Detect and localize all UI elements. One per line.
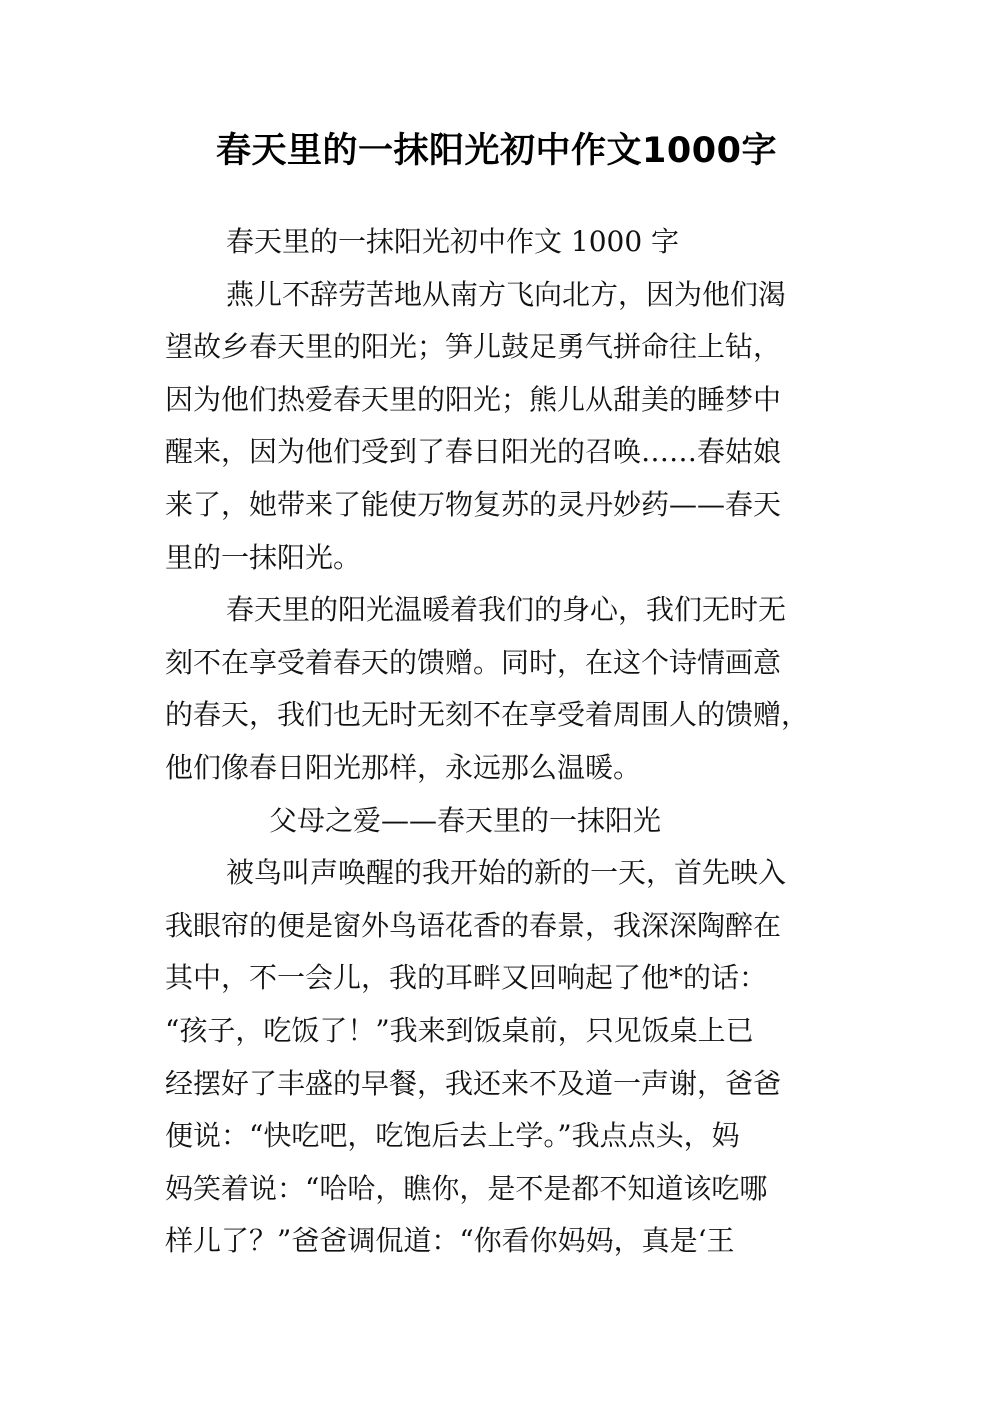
text-line: 望故乡春天里的阳光；笋儿鼓足勇气拼命往上钻， <box>165 330 782 364</box>
section-subtitle: 父母之爱——春天里的一抹阳光 <box>269 803 662 837</box>
text-line: 春天里的一抹阳光初中作文 1000 字 <box>226 225 680 258</box>
text-line: 来了，她带来了能使万物复苏的灵丹妙药——春天 <box>165 487 782 521</box>
text-line: 燕儿不辞劳苦地从南方飞向北方，因为他们渴 <box>226 277 787 311</box>
text-line: 经摆好了丰盛的早餐，我还来不及道一声谢，爸爸 <box>165 1066 782 1100</box>
text-line: 我眼帘的便是窗外鸟语花香的春景，我深深陶醉在 <box>165 908 782 942</box>
document-body <box>165 216 833 1268</box>
text-line: 妈笑着说：“哈哈，瞧你，是不是都不知道该吃哪 <box>165 1171 768 1205</box>
text-line: “孩子，吃饭了！”我来到饭桌前，只见饭桌上已 <box>165 1013 754 1047</box>
text-line: 春天里的阳光温暖着我们的身心，我们无时无 <box>226 593 787 627</box>
text-line: 其中，不一会儿，我的耳畔又回响起了他*的话： <box>165 961 768 995</box>
document-title: 春天里的一抹阳光初中作文1000字 <box>216 131 777 171</box>
text-line: 刻不在享受着春天的馈赠。同时，在这个诗情画意 <box>165 645 782 679</box>
text-line: 因为他们热爱春天里的阳光；熊儿从甜美的睡梦中 <box>165 382 782 416</box>
text-line: 样儿了？”爸爸调侃道：“你看你妈妈，真是‘王 <box>165 1224 735 1258</box>
text-line: 便说：“快吃吧，吃饱后去上学。”我点点头，妈 <box>165 1119 740 1153</box>
text-line: 他们像春日阳光那样，永远那么温暖。 <box>165 750 642 784</box>
text-line: 里的一抹阳光。 <box>165 540 362 574</box>
text-line: 的春天，我们也无时无刻不在享受着周围人的馈赠， <box>165 698 810 732</box>
text-line: 被鸟叫声唤醒的我开始的新的一天，首先映入 <box>226 856 787 890</box>
text-line: 醒来，因为他们受到了春日阳光的召唤……春姑娘 <box>165 435 782 469</box>
